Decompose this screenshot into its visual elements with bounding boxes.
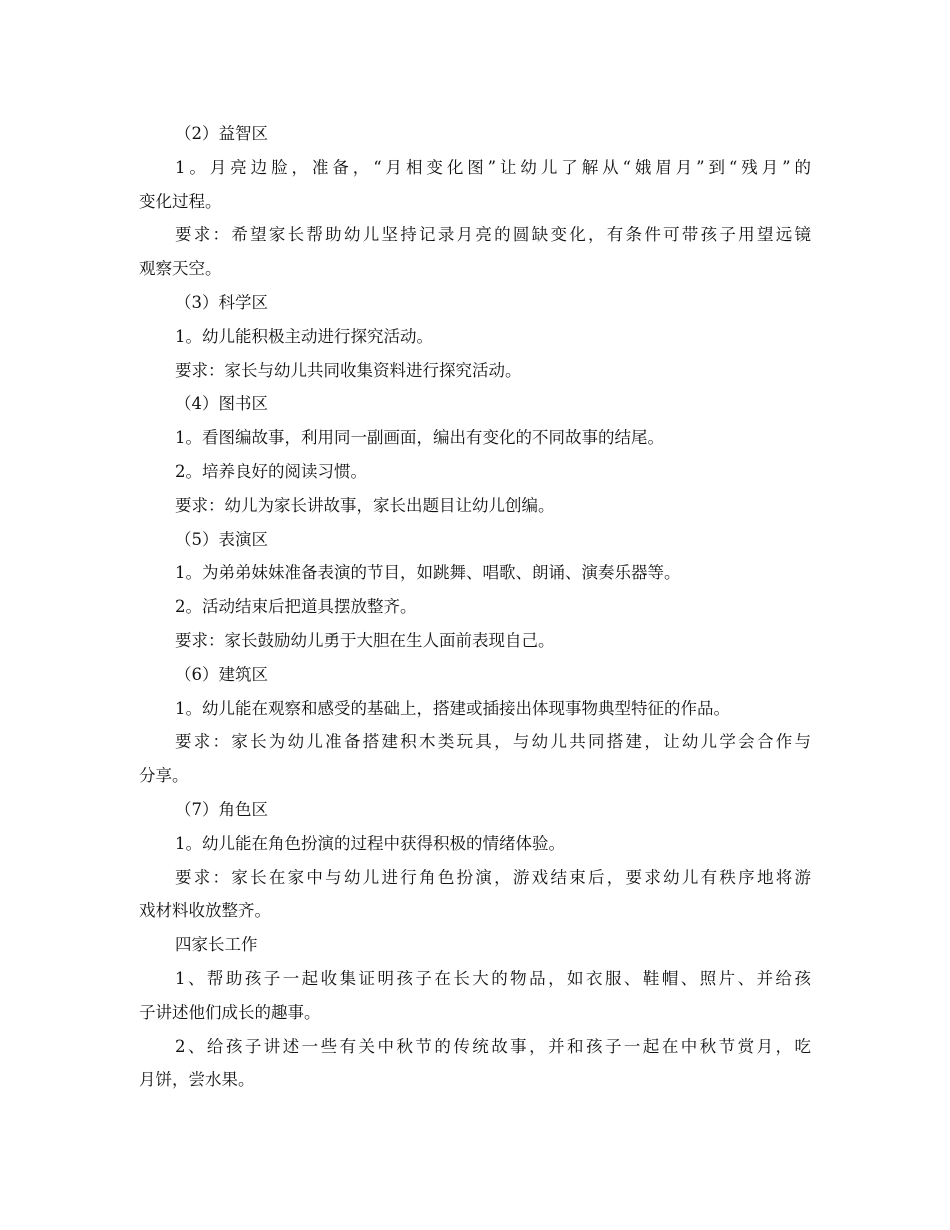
paragraph-line: 月饼，尝水果。 xyxy=(139,1070,255,1090)
paragraph-line: 2。活动结束后把道具摆放整齐。 xyxy=(175,597,417,617)
section-heading-role-area: （7）角色区 xyxy=(175,799,268,819)
paragraph-line: 分享。 xyxy=(139,766,189,786)
paragraph-line: 要求：家长在家中与幼儿进行角色扮演，游戏结束后，要求幼儿有秩序地将游 xyxy=(175,867,811,887)
section-heading-science-area: （3）科学区 xyxy=(175,292,268,312)
section-heading-building-area: （6）建筑区 xyxy=(175,664,268,684)
paragraph-line: 子讲述他们成长的趣事。 xyxy=(139,1002,321,1022)
paragraph-line: 要求：家长鼓励幼儿勇于大胆在生人面前表现自己。 xyxy=(175,630,555,650)
paragraph-line: 戏材料收放整齐。 xyxy=(139,901,271,921)
paragraph-line: 2、给孩子讲述一些有关中秋节的传统故事，并和孩子一起在中秋节赏月，吃 xyxy=(175,1036,811,1056)
paragraph-line: 要求：家长为幼儿准备搭建积木类玩具，与幼儿共同搭建，让幼儿学会合作与 xyxy=(175,732,811,752)
paragraph-line: 1。为弟弟妹妹准备表演的节目，如跳舞、唱歌、朗诵、演奏乐器等。 xyxy=(175,563,681,583)
paragraph-line: 1。看图编故事，利用同一副画面，编出有变化的不同故事的结尾。 xyxy=(175,428,664,448)
paragraph-line: 要求：希望家长帮助幼儿坚持记录月亮的圆缺变化，有条件可带孩子用望远镜 xyxy=(175,225,811,245)
section-heading-parent-work: 四家长工作 xyxy=(175,935,258,955)
section-heading-book-area: （4）图书区 xyxy=(175,394,268,414)
paragraph-line: 要求：家长与幼儿共同收集资料进行探究活动。 xyxy=(175,360,522,380)
paragraph-line: 1。幼儿能在观察和感受的基础上，搭建或插接出体现事物典型特征的作品。 xyxy=(175,698,730,718)
paragraph-line: 1。幼儿能在角色扮演的过程中获得积极的情绪体验。 xyxy=(175,833,565,853)
paragraph-line: 1。幼儿能积极主动进行探究活动。 xyxy=(175,326,433,346)
paragraph-line: 2。培养良好的阅读习惯。 xyxy=(175,461,367,481)
section-heading-puzzle-area: （2）益智区 xyxy=(175,124,268,143)
paragraph-line: 要求：幼儿为家长讲故事，家长出题目让幼儿创编。 xyxy=(175,495,555,515)
paragraph-line: 变化过程。 xyxy=(139,191,222,211)
section-heading-performance-area: （5）表演区 xyxy=(175,529,268,549)
paragraph-line: 1。月亮边脸，准备，“月相变化图”让幼儿了解从“娥眉月”到“残月”的 xyxy=(175,157,811,177)
paragraph-line: 1、帮助孩子一起收集证明孩子在长大的物品，如衣服、鞋帽、照片、并给孩 xyxy=(175,968,811,988)
paragraph-line: 观察天空。 xyxy=(139,259,222,279)
document-body xyxy=(139,117,811,1097)
